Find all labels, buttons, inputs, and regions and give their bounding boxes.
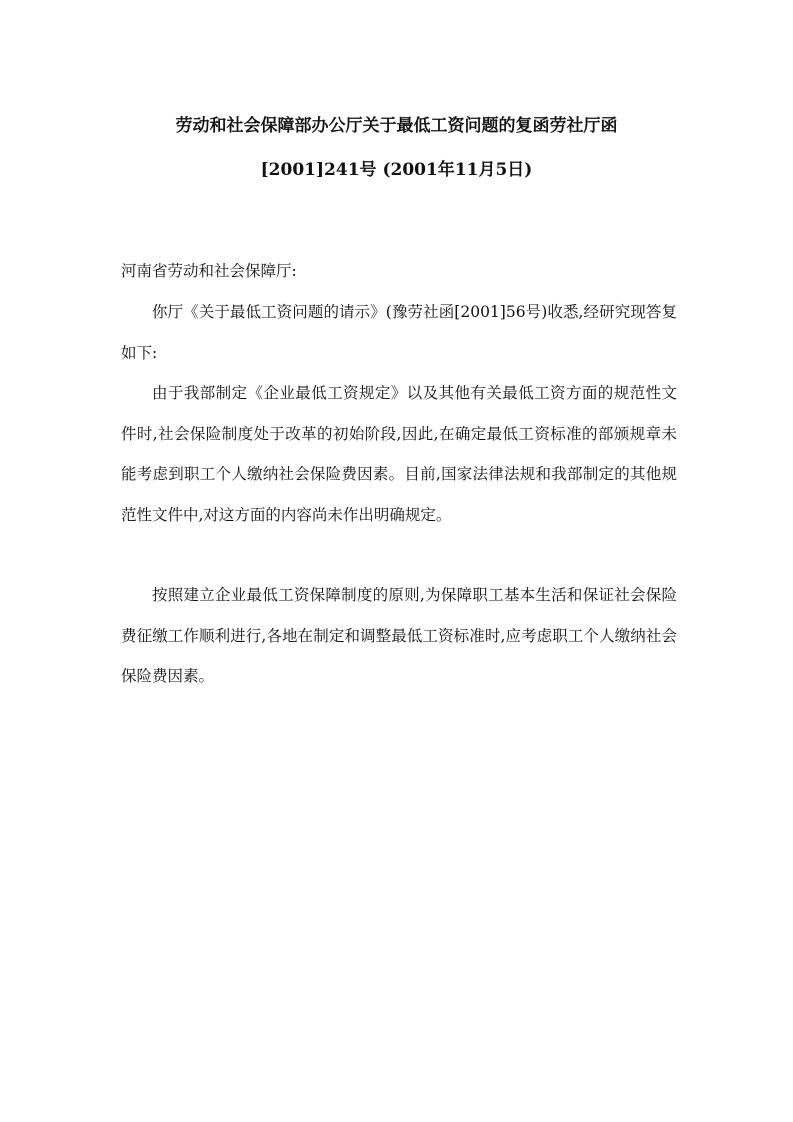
body-paragraph-2: 由于我部制定《企业最低工资规定》以及其他有关最低工资方面的规范性文件时,社会保险制度处于改革的初始阶段,因此,在确定最低工资标准的部颁规章未能考虑到职工个人缴纳社会保险费因素。目前,国家法律法规和我部制定的其他规范性文件中,对这方面的内容尚未作出明确规定。 [121, 384, 677, 524]
document-title-line-1: 劳动和社会保障部办公厅关于最低工资问题的复函劳社厅函 [175, 116, 618, 136]
body-paragraph-3: 按照建立企业最低工资保障制度的原则,为保障职工基本生活和保证社会保险费征缴工作顺利进行,各地在制定和调整最低工资标准时,应考虑职工个人缴纳社会保险费因素。 [121, 586, 677, 685]
document-title-line-2: [2001]241号 (2001年11月5日) [260, 160, 533, 180]
salutation: 河南省劳动和社会保障厅: [121, 262, 297, 280]
body-paragraph-1: 你厅《关于最低工资问题的请示》(豫劳社函[2001]56号)收悉,经研究现答复如下: [121, 303, 677, 362]
